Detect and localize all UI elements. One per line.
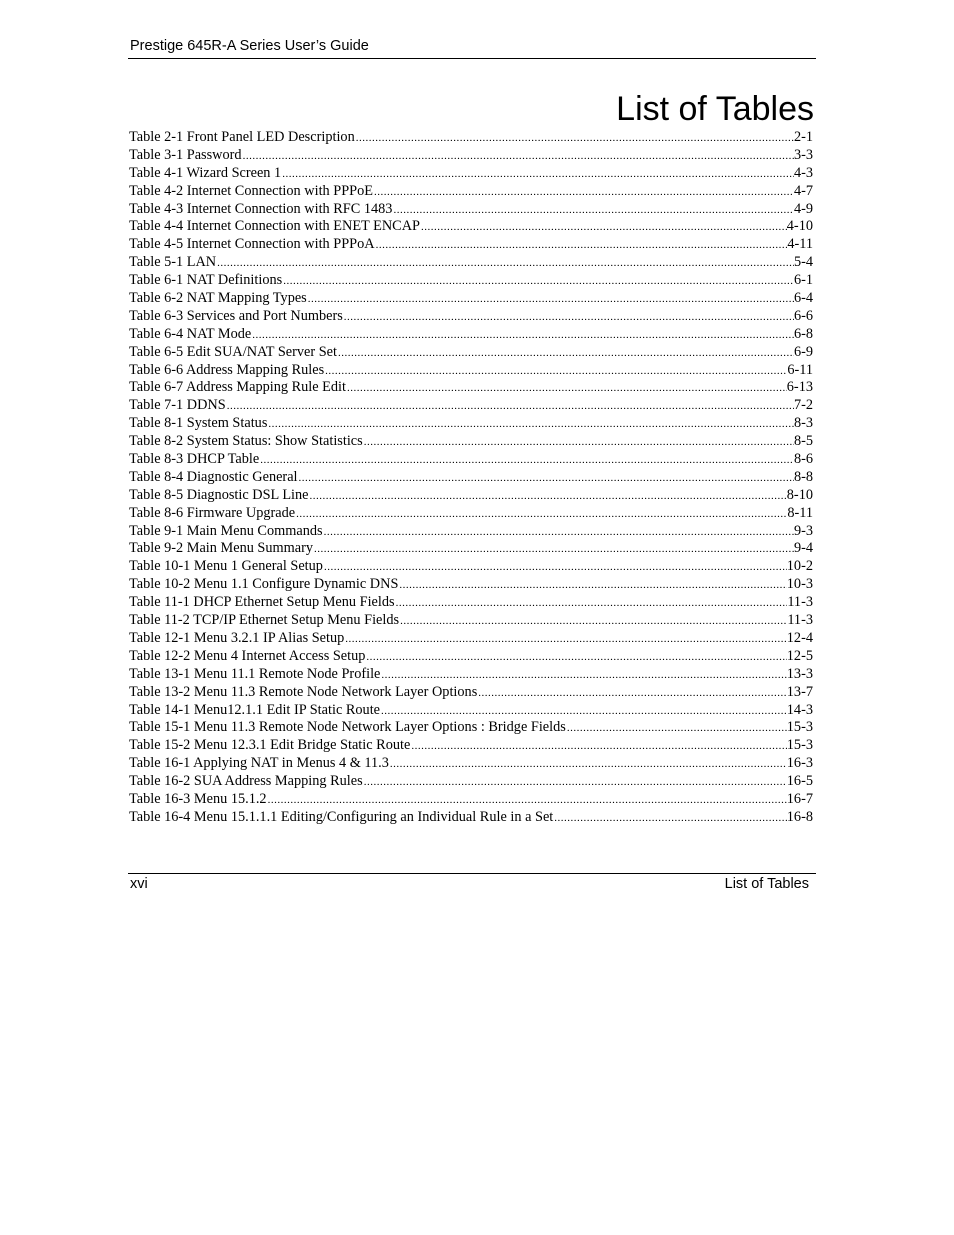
toc-entry-label[interactable]: Table 11-2 TCP/IP Ethernet Setup Menu Fields xyxy=(129,612,400,629)
toc-entry-page-number[interactable]: 13-3 xyxy=(786,665,813,682)
dot-leader xyxy=(365,649,786,667)
toc-entry-label[interactable]: Table 16-4 Menu 15.1.1.1 Editing/Configuring an Individual Rule in a Set xyxy=(129,808,554,825)
toc-entry-label[interactable]: Table 8-3 DHCP Table xyxy=(129,451,260,468)
toc-entry-label[interactable]: Table 10-2 Menu 1.1 Configure Dynamic DNS xyxy=(129,576,399,593)
toc-entry[interactable] xyxy=(129,648,813,666)
dot-leader xyxy=(216,255,794,273)
dot-leader xyxy=(363,774,787,792)
toc-entry-page-number[interactable]: 11-3 xyxy=(787,612,813,629)
toc-entry-label[interactable]: Table 16-3 Menu 15.1.2 xyxy=(129,790,267,807)
toc-entry[interactable] xyxy=(129,594,813,612)
dot-leader xyxy=(363,434,794,452)
page-header xyxy=(128,37,816,59)
toc-entry[interactable] xyxy=(129,272,813,290)
toc-entry-label[interactable]: Table 9-2 Main Menu Summary xyxy=(129,540,314,557)
toc-entry-label[interactable]: Table 8-6 Firmware Upgrade xyxy=(129,504,296,521)
toc-entry[interactable] xyxy=(129,451,813,469)
dot-leader xyxy=(259,452,794,470)
toc-entry-label[interactable]: Table 6-2 NAT Mapping Types xyxy=(129,290,307,307)
toc-entry-label[interactable]: Table 8-1 System Status xyxy=(129,415,268,432)
dot-leader xyxy=(410,738,786,756)
dot-leader xyxy=(343,309,794,327)
toc-entry-label[interactable]: Table 15-1 Menu 11.3 Remote Node Network Layer Options : Bridge Fields xyxy=(129,719,566,736)
dot-leader xyxy=(251,327,794,345)
toc-entry-label[interactable]: Table 4-1 Wizard Screen 1 xyxy=(129,164,282,181)
toc-entry-label[interactable]: Table 15-2 Menu 12.3.1 Edit Bridge Static Route xyxy=(129,737,411,754)
toc-entry-page-number[interactable]: 8-11 xyxy=(787,504,813,521)
toc-entry-page-number[interactable]: 16-5 xyxy=(786,773,813,790)
toc-entry-page-number[interactable]: 16-7 xyxy=(786,790,813,807)
toc-entry-page-number[interactable]: 5-4 xyxy=(793,254,813,271)
toc-entry-label[interactable]: Table 10-1 Menu 1 General Setup xyxy=(129,558,323,575)
toc-entry[interactable] xyxy=(129,684,813,702)
toc-entry-label[interactable]: Table 4-3 Internet Connection with RFC 1483 xyxy=(129,200,393,217)
toc-entry-label[interactable]: Table 12-2 Menu 4 Internet Access Setup xyxy=(129,647,366,664)
toc-entry-label[interactable]: Table 8-5 Diagnostic DSL Line xyxy=(129,486,309,503)
toc-entry-page-number[interactable]: 8-10 xyxy=(786,486,813,503)
toc-entry-label[interactable]: Table 13-2 Menu 11.3 Remote Node Network Layer Options xyxy=(129,683,478,700)
toc-entry[interactable] xyxy=(129,809,813,827)
toc-entry-page-number[interactable]: 8-5 xyxy=(793,433,813,450)
dot-leader xyxy=(420,219,787,237)
toc-entry[interactable] xyxy=(129,415,813,433)
dot-leader xyxy=(375,237,788,255)
toc-entry-page-number[interactable]: 12-4 xyxy=(786,629,813,646)
toc-entry-label[interactable]: Table 6-7 Address Mapping Rule Edit xyxy=(129,379,346,396)
toc-entry[interactable] xyxy=(129,218,813,236)
toc-entry-page-number[interactable]: 7-2 xyxy=(793,397,813,414)
toc-entry[interactable] xyxy=(129,540,813,558)
toc-entry-label[interactable]: Table 5-1 LAN xyxy=(129,254,217,271)
toc-entry-page-number[interactable]: 6-9 xyxy=(793,343,813,360)
dot-leader xyxy=(389,756,787,774)
page-footer xyxy=(128,873,816,896)
toc-entry[interactable] xyxy=(129,737,813,755)
toc-entry-label[interactable]: Table 6-4 NAT Mode xyxy=(129,325,252,342)
toc-entry-page-number[interactable]: 6-13 xyxy=(786,379,813,396)
dot-leader xyxy=(398,577,786,595)
dot-leader xyxy=(566,720,787,738)
toc-entry-label[interactable]: Table 4-4 Internet Connection with ENET ENCAP xyxy=(129,218,420,235)
toc-entry-page-number[interactable]: 6-11 xyxy=(787,361,813,378)
toc-entry-label[interactable]: Table 2-1 Front Panel LED Description xyxy=(129,129,355,145)
toc-entry[interactable] xyxy=(129,791,813,809)
toc-entry-page-number[interactable]: 6-8 xyxy=(793,325,813,342)
dot-leader xyxy=(395,595,788,613)
toc-entry[interactable] xyxy=(129,308,813,326)
toc-entry[interactable] xyxy=(129,165,813,183)
dot-leader xyxy=(242,148,794,166)
dot-leader xyxy=(295,506,787,524)
toc-entry-page-number[interactable]: 4-3 xyxy=(793,164,813,181)
toc-entry-label[interactable]: Table 8-4 Diagnostic General xyxy=(129,468,298,485)
toc-entry-label[interactable]: Table 4-5 Internet Connection with PPPoA xyxy=(129,236,375,253)
toc-entry-page-number[interactable]: 16-8 xyxy=(786,808,813,825)
toc-entry-page-number[interactable]: 4-7 xyxy=(793,182,813,199)
toc-entry-label[interactable]: Table 12-1 Menu 3.2.1 IP Alias Setup xyxy=(129,629,345,646)
toc-entry-page-number[interactable]: 10-2 xyxy=(786,558,813,575)
dot-leader xyxy=(392,202,793,220)
toc-entry-label[interactable]: Table 6-3 Services and Port Numbers xyxy=(129,307,343,324)
dot-leader xyxy=(346,380,787,398)
toc-entry[interactable] xyxy=(129,773,813,791)
toc-entry-page-number[interactable]: 8-3 xyxy=(793,415,813,432)
toc-entry-page-number[interactable]: 11-3 xyxy=(787,594,813,611)
toc-entry-page-number[interactable]: 15-3 xyxy=(786,737,813,754)
dot-leader xyxy=(307,291,794,309)
toc-entry-page-number[interactable]: 12-5 xyxy=(786,647,813,664)
dot-leader xyxy=(267,792,787,810)
toc-entry[interactable] xyxy=(129,702,813,720)
dot-leader xyxy=(309,488,787,506)
dot-leader xyxy=(298,470,794,488)
toc-entry-label[interactable]: Table 4-2 Internet Connection with PPPoE xyxy=(129,182,373,199)
dot-leader xyxy=(355,130,794,148)
toc-entry-page-number[interactable]: 6-4 xyxy=(793,290,813,307)
toc-entry-label[interactable]: Table 14-1 Menu12.1.1 Edit IP Static Route xyxy=(129,701,381,718)
toc-entry-page-number[interactable]: 3-3 xyxy=(793,146,813,163)
toc-entry-label[interactable]: Table 9-1 Main Menu Commands xyxy=(129,522,323,539)
toc-entry-label[interactable]: Table 7-1 DDNS xyxy=(129,397,226,414)
toc-entry-page-number[interactable]: 4-9 xyxy=(793,200,813,217)
footer-section-title: List of Tables xyxy=(724,876,809,892)
toc-entry-page-number[interactable]: 15-3 xyxy=(786,719,813,736)
toc-entry[interactable] xyxy=(129,183,813,201)
toc-entry-page-number[interactable]: 6-6 xyxy=(793,307,813,324)
toc-entry[interactable] xyxy=(129,290,813,308)
dot-leader xyxy=(399,613,787,631)
toc-entry[interactable] xyxy=(129,433,813,451)
toc-entry[interactable] xyxy=(129,129,813,147)
dot-leader xyxy=(323,559,787,577)
toc-entry-label[interactable]: Table 6-5 Edit SUA/NAT Server Set xyxy=(129,343,337,360)
toc-entry-label[interactable]: Table 13-1 Menu 11.1 Remote Node Profile xyxy=(129,665,381,682)
toc-entry[interactable] xyxy=(129,379,813,397)
toc-entry[interactable] xyxy=(129,666,813,684)
toc-entry-page-number[interactable]: 4-10 xyxy=(786,218,813,235)
toc-entry[interactable] xyxy=(129,147,813,165)
toc-entry[interactable] xyxy=(129,612,813,630)
list-of-tables xyxy=(129,129,813,827)
toc-entry-page-number[interactable]: 2-1 xyxy=(793,129,813,145)
toc-entry-page-number[interactable]: 4-11 xyxy=(787,236,813,253)
toc-entry-page-number[interactable]: 6-1 xyxy=(793,272,813,289)
toc-entry-label[interactable]: Table 11-1 DHCP Ethernet Setup Menu Fields xyxy=(129,594,395,611)
dot-leader xyxy=(337,345,794,363)
toc-entry-label[interactable]: Table 3-1 Password xyxy=(129,146,242,163)
dot-leader xyxy=(380,703,787,721)
footer-page-number: xvi xyxy=(130,876,148,892)
toc-entry-page-number[interactable]: 9-3 xyxy=(793,522,813,539)
toc-entry[interactable] xyxy=(129,755,813,773)
toc-entry[interactable] xyxy=(129,326,813,344)
dot-leader xyxy=(344,631,786,649)
dot-leader xyxy=(313,541,794,559)
toc-entry[interactable] xyxy=(129,201,813,219)
dot-leader xyxy=(477,685,787,703)
page-title: List of Tables xyxy=(616,90,814,128)
dot-leader xyxy=(553,810,787,828)
running-title: Prestige 645R-A Series User’s Guide xyxy=(130,38,369,54)
toc-entry[interactable] xyxy=(129,505,813,523)
dot-leader xyxy=(267,416,794,434)
toc-entry-page-number[interactable]: 16-3 xyxy=(786,755,813,772)
dot-leader xyxy=(281,166,794,184)
toc-entry-page-number[interactable]: 13-7 xyxy=(786,683,813,700)
dot-leader xyxy=(373,184,794,202)
toc-entry-label[interactable]: Table 8-2 System Status: Show Statistics xyxy=(129,433,363,450)
toc-entry[interactable] xyxy=(129,630,813,648)
dot-leader xyxy=(324,363,787,381)
toc-entry[interactable] xyxy=(129,362,813,380)
toc-entry[interactable] xyxy=(129,523,813,541)
toc-entry[interactable] xyxy=(129,344,813,362)
toc-entry[interactable] xyxy=(129,254,813,272)
toc-entry[interactable] xyxy=(129,719,813,737)
toc-entry-label[interactable]: Table 6-6 Address Mapping Rules xyxy=(129,361,325,378)
toc-entry-page-number[interactable]: 14-3 xyxy=(786,701,813,718)
toc-entry-page-number[interactable]: 8-6 xyxy=(793,451,813,468)
toc-entry-label[interactable]: Table 6-1 NAT Definitions xyxy=(129,272,283,289)
toc-entry-label[interactable]: Table 16-1 Applying NAT in Menus 4 & 11.3 xyxy=(129,755,389,772)
toc-entry[interactable] xyxy=(129,397,813,415)
toc-entry-label[interactable]: Table 16-2 SUA Address Mapping Rules xyxy=(129,773,363,790)
toc-entry[interactable] xyxy=(129,487,813,505)
dot-leader xyxy=(226,398,794,416)
toc-entry[interactable] xyxy=(129,236,813,254)
toc-entry-page-number[interactable]: 10-3 xyxy=(786,576,813,593)
toc-entry[interactable] xyxy=(129,558,813,576)
toc-entry[interactable] xyxy=(129,469,813,487)
dot-leader xyxy=(282,273,794,291)
dot-leader xyxy=(380,667,786,685)
toc-entry-page-number[interactable]: 8-8 xyxy=(793,468,813,485)
dot-leader xyxy=(323,524,794,542)
toc-entry-page-number[interactable]: 9-4 xyxy=(793,540,813,557)
toc-entry[interactable] xyxy=(129,576,813,594)
